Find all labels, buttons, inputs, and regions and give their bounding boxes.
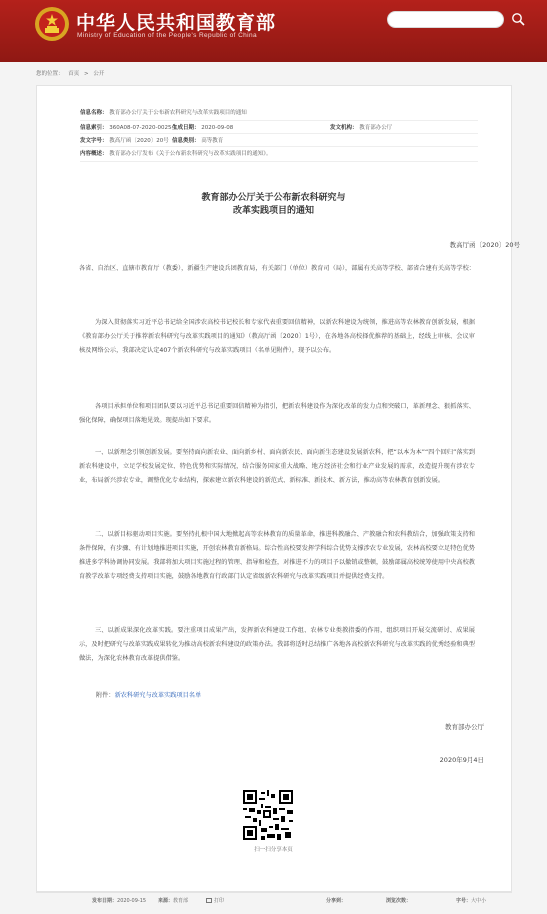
footer-source bbox=[158, 897, 188, 904]
paragraph-item-1: 一、以新理念引领创新发展。要坚持面向新农业、面向新乡村、面向新农民、面向新生态建设发展新农科，把“以本为本”“四个回归”落实到新农科建设中，立足学校发展定位、特色优势和实际情况，结合服务国家重大战略、地方经济社会和行业产业发展的需求，改造提升现有涉农专业，布局新兴涉农专业，调整优化专业结构，探索建立新农科建设的新范式、新标准、新技术、新方法，推动高等农林教育创新发展。 bbox=[79, 449, 475, 484]
divider bbox=[80, 161, 478, 162]
attachment-label: 附件： bbox=[96, 692, 115, 699]
breadcrumb-current[interactable]: 公开 bbox=[93, 71, 105, 77]
paragraph-salutation: 各省、自治区、直辖市教育厅（教委），新疆生产建设兵团教育局，有关部门（单位）教育司（局），部属有关高等学校、部省合建有关高等学校： bbox=[79, 265, 475, 272]
footer-views bbox=[386, 897, 411, 904]
print-label: 打印 bbox=[214, 898, 225, 904]
attachment-line bbox=[96, 690, 201, 699]
search-icon[interactable] bbox=[511, 12, 526, 27]
meta-value: 教育部办公厅 bbox=[359, 125, 393, 131]
meta-row-index bbox=[80, 123, 177, 131]
paragraph-intro: 为深入贯彻落实习近平总书记给全国涉农高校书记校长和专家代表重要回信精神，以新农科建设为统领，推进高等农林教育创新发展，根据《教育部办公厅关于推荐新农科研究与改革实践项目的通知》（教高厅函〔2020〕1号），在各地各高校择优推荐的基础上，经线上审核、会议审核及网络公示，我部决定认定407个新农科研究与改革实践项目（名单见附件），现予以公布。 bbox=[79, 319, 475, 354]
paragraph-requirements: 各项目承担单位和项目团队要以习近平总书记重要回信精神为指引，把新农科建设作为深化改革的发力点和突破口，革新理念、狠抓落实、强化保障，确保项目落地见效。现提出如下要求。 bbox=[79, 403, 475, 424]
signature-date: 2020年9月4日 bbox=[439, 756, 484, 764]
meta-label: 生成日期： bbox=[172, 125, 200, 131]
footer-bar bbox=[36, 892, 512, 906]
meta-value: 教高厅函〔2020〕20号 bbox=[109, 138, 169, 144]
meta-label: 发文机构： bbox=[330, 125, 358, 131]
breadcrumb-label: 您的位置： bbox=[36, 71, 64, 77]
breadcrumb-home[interactable]: 首页 bbox=[68, 71, 80, 77]
qr-caption: 扫一扫分享本页 bbox=[254, 847, 293, 853]
meta-value: 教育部办公厅发布《关于公布新农科研究与改革实践项目的通知》。 bbox=[109, 151, 272, 157]
site-title: 中华人民共和国教育部 bbox=[76, 12, 277, 34]
document-title-line2: 改革实践项目的通知 bbox=[232, 206, 314, 216]
paragraph-item-2: 二、以新目标驱动项目实施。要坚持扎根中国大地掀起高等农林教育的质量革命，推进科教融合、产教融合和农科教结合，加强政策支持和条件保障，有步骤、有计划地推进项目实施，开创农林教育新格局。综合性高校要发挥学科综合优势支撑涉农专业发展，农林高校要立足特色优势推进多学科协调协同发展。我部将加大项目实施过程的管理、指导和检查，对推进不力的项目予以撤销或整顿，鼓励部属高校统筹使用中央高校教育教学改革专项经费支持项目实施，鼓励各地教育行政部门认定省级新农科研究与改革实践项目并提供经费支持。 bbox=[79, 531, 475, 580]
footer-label: 分享到： bbox=[326, 898, 347, 904]
document-number: 教高厅函〔2020〕20号 bbox=[449, 241, 520, 249]
attachment-link[interactable]: 新农科研究与改革实践项目名单 bbox=[114, 692, 202, 699]
meta-label: 内容概述： bbox=[80, 151, 108, 157]
footer-date bbox=[92, 897, 146, 904]
footer-value: 2020-09-15 bbox=[117, 898, 147, 904]
print-button[interactable] bbox=[206, 897, 224, 904]
footer-label: 字号： bbox=[456, 898, 472, 904]
footer-share bbox=[326, 897, 346, 904]
meta-label: 发文字号： bbox=[80, 138, 108, 144]
search-input[interactable] bbox=[387, 11, 504, 28]
meta-label: 信息类别： bbox=[172, 138, 200, 144]
site-subtitle: Ministry of Education of the People's Republic of China bbox=[77, 32, 258, 39]
meta-label: 信息名称： bbox=[80, 110, 108, 116]
divider bbox=[80, 133, 478, 134]
footer-label: 来源： bbox=[158, 898, 174, 904]
divider bbox=[80, 120, 478, 121]
footer-label: 浏览次数： bbox=[386, 898, 412, 904]
font-size-control[interactable] bbox=[456, 897, 486, 904]
meta-value: 教育部办公厅关于公布新农科研究与改革实践项目的通知 bbox=[109, 110, 247, 116]
qr-code-icon bbox=[243, 790, 293, 840]
meta-label: 信息索引： bbox=[80, 125, 108, 131]
meta-value: 360A08-07-2020-0025-1 bbox=[109, 125, 177, 131]
meta-row-category bbox=[172, 136, 223, 144]
meta-row-name bbox=[80, 108, 247, 116]
breadcrumb bbox=[36, 69, 107, 77]
footer-value: 教育部 bbox=[173, 898, 189, 904]
printer-icon bbox=[206, 898, 212, 903]
meta-value: 高等教育 bbox=[201, 138, 224, 144]
breadcrumb-separator: > bbox=[84, 71, 89, 77]
footer-label: 发布日期： bbox=[92, 898, 118, 904]
site-header bbox=[0, 0, 547, 62]
font-size-options[interactable]: 大中小 bbox=[471, 898, 487, 904]
paragraph-item-3: 三、以新成果深化改革实践。要注重项目成果产出，发挥新农科建设工作组、农林专业类教指委的作用，组织项目开展交流研讨、成果展示，及时把研究与改革实践成果转化为推动高校新农科建设的政策办法。我部将适时总结推广各地各高校新农科研究与改革实践的优秀经验和典型做法，为深化农林教育改革提供借鉴。 bbox=[79, 627, 475, 662]
document-title-line1: 教育部办公厅关于公布新农科研究与 bbox=[201, 193, 346, 203]
signature-org: 教育部办公厅 bbox=[445, 723, 484, 731]
meta-row-date bbox=[172, 123, 233, 131]
meta-row-summary bbox=[80, 149, 272, 157]
national-emblem-icon bbox=[34, 6, 70, 42]
meta-value: 2020-09-08 bbox=[201, 125, 234, 131]
divider bbox=[80, 146, 478, 147]
meta-row-docno bbox=[80, 136, 169, 144]
meta-row-org bbox=[330, 123, 392, 131]
